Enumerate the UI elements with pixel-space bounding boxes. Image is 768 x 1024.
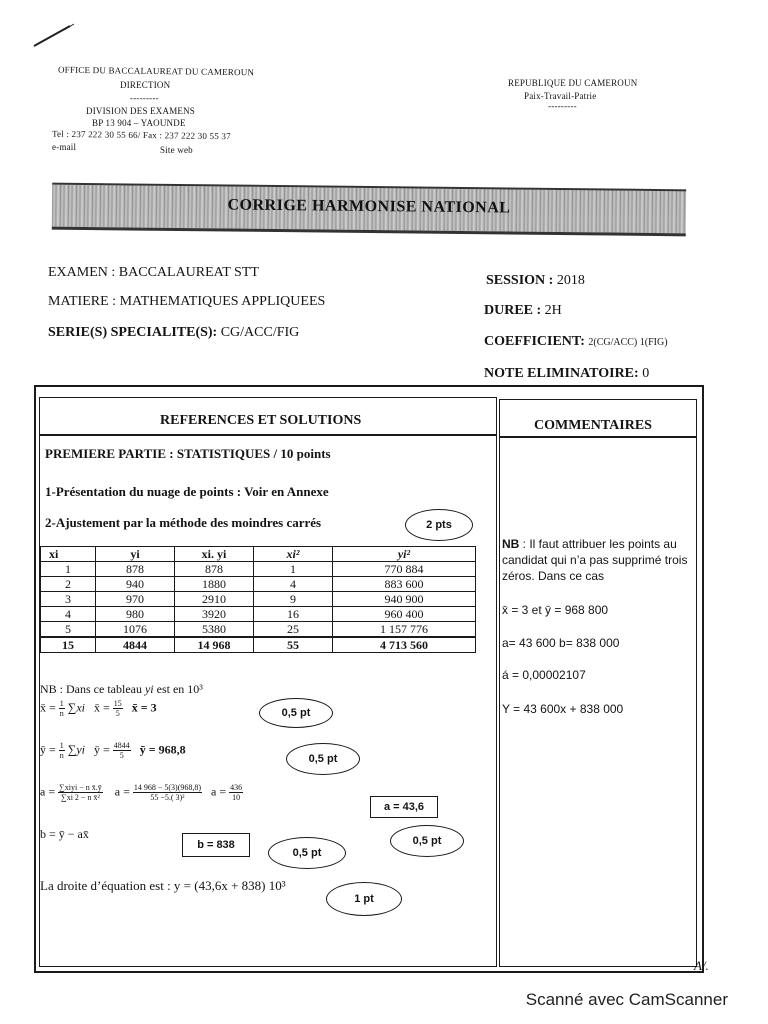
statistics-table bbox=[40, 546, 476, 653]
frac-den: n bbox=[59, 709, 64, 718]
cell: 883 600 bbox=[333, 577, 476, 592]
cell: 1 157 776 bbox=[333, 622, 476, 638]
frac-den: ∑xi 2 − n x̄² bbox=[61, 793, 100, 802]
frac-1-over-n bbox=[59, 699, 65, 718]
corner-initials: A/. bbox=[694, 958, 709, 973]
a-result-box: a = 43,6 bbox=[370, 796, 438, 818]
comment-y-equation: Y = 43 600x + 838 000 bbox=[502, 702, 624, 716]
cell: 878 bbox=[96, 562, 175, 577]
nb-suffix: est en 10³ bbox=[153, 682, 203, 696]
website-label: Site web bbox=[160, 145, 193, 155]
nb-prefix: NB : Dans ce tableau bbox=[40, 682, 145, 696]
cell: 940 900 bbox=[333, 592, 476, 607]
bp-address: BP 13 904 – YAOUNDE bbox=[92, 118, 186, 128]
xbar-lhs: x̄ = bbox=[40, 700, 56, 715]
nb-var: yi bbox=[144, 682, 154, 696]
cell: 4 bbox=[41, 607, 96, 622]
table-header-row bbox=[41, 547, 476, 562]
b-result-box: b = 838 bbox=[182, 833, 250, 857]
examen-label: EXAMEN : bbox=[48, 265, 116, 280]
direction: DIRECTION bbox=[120, 80, 171, 90]
email-label: e-mail bbox=[52, 142, 77, 152]
table-row bbox=[41, 562, 476, 577]
b-points-badge: 0,5 pt bbox=[268, 837, 346, 869]
frac-4844-over-5 bbox=[113, 741, 131, 760]
comment-ab: a= 43 600 b= 838 000 bbox=[502, 636, 620, 650]
cell: 25 bbox=[254, 622, 333, 638]
line-equation: La droite d’équation est : y = (43,6x + 838) 10³ bbox=[40, 878, 286, 893]
pen-mark bbox=[30, 22, 78, 52]
total-cell: 4 713 560 bbox=[333, 637, 476, 653]
a-final-fraction bbox=[229, 783, 243, 802]
phone-fax: Tel : 237 222 30 55 66/ Fax : 237 222 30 55 37 bbox=[51, 128, 231, 142]
comments-column bbox=[499, 399, 697, 967]
ybar-points-badge: 0,5 pt bbox=[286, 743, 360, 775]
cell: 970 bbox=[96, 592, 175, 607]
total-cell: 14 968 bbox=[175, 637, 254, 653]
frac-1-over-n bbox=[59, 741, 65, 760]
table-row bbox=[41, 577, 476, 592]
cell: 3 bbox=[41, 592, 96, 607]
a-general-fraction bbox=[58, 783, 103, 802]
motto: Paix-Travail-Patrie bbox=[524, 91, 597, 101]
division: DIVISION DES EXAMENS bbox=[86, 106, 195, 116]
xbar-points-badge: 0,5 pt bbox=[259, 698, 333, 728]
frac-num: 1 bbox=[59, 741, 64, 750]
ybar-mid: ȳ = bbox=[94, 742, 110, 757]
title-banner bbox=[52, 183, 686, 237]
comments-header-rule bbox=[500, 436, 696, 438]
line-points-badge: 1 pt bbox=[326, 882, 402, 916]
frac-num: ∑xiyi − n x̄.ȳ bbox=[59, 783, 102, 792]
frac-den: n bbox=[59, 751, 64, 760]
ybar-sum: ∑yi bbox=[67, 742, 85, 757]
frac-15-over-5 bbox=[113, 699, 123, 718]
question-1: 1-Présentation du nuage de points : Voir en Annexe bbox=[45, 484, 329, 499]
cell: 940 bbox=[96, 577, 175, 592]
comment-nb-label: NB bbox=[502, 537, 520, 551]
duree-line bbox=[484, 303, 562, 319]
cell: 5380 bbox=[175, 622, 254, 638]
table-note bbox=[40, 682, 203, 697]
solutions-header: REFERENCES ET SOLUTIONS bbox=[160, 413, 362, 428]
cell: 2 bbox=[41, 577, 96, 592]
a-mid: a = bbox=[114, 784, 130, 799]
comments-header: COMMENTAIRES bbox=[534, 418, 652, 433]
cell: 4 bbox=[254, 577, 333, 592]
ybar-lhs: ȳ = bbox=[40, 742, 56, 757]
serie-line bbox=[48, 325, 299, 341]
frac-num: 436 bbox=[230, 783, 243, 792]
cell: 1880 bbox=[175, 577, 254, 592]
table-total-row bbox=[41, 637, 476, 653]
duree-value: 2H bbox=[544, 303, 562, 318]
serie-value: CG/ACC/FIG bbox=[220, 325, 300, 340]
ybar-formula bbox=[40, 741, 186, 760]
table-row bbox=[41, 607, 476, 622]
header-xi: xi bbox=[41, 547, 96, 562]
duree-label: DUREE : bbox=[484, 303, 542, 318]
table-row bbox=[41, 592, 476, 607]
ybar-result: ȳ = 968,8 bbox=[139, 742, 186, 757]
cell: 5 bbox=[41, 622, 96, 638]
frac-den: 55 −5.( 3)² bbox=[150, 793, 185, 802]
frac-num: 14 968 − 5(3)(968,8) bbox=[133, 783, 202, 792]
a-numeric-fraction bbox=[133, 783, 202, 802]
coef-value: 2(CG/ACC) 1(FIG) bbox=[588, 337, 668, 348]
b-formula: b = ȳ − ax̄ bbox=[40, 827, 89, 841]
table-row bbox=[41, 622, 476, 638]
office-name: OFFICE DU BACCALAUREAT DU CAMEROUN bbox=[57, 64, 255, 78]
total-cell: 15 bbox=[41, 637, 96, 653]
total-cell: 55 bbox=[254, 637, 333, 653]
matiere-line bbox=[48, 294, 325, 310]
republic-name: REPUBLIQUE DU CAMEROUN bbox=[508, 78, 638, 88]
comment-means: x̄ = 3 et ȳ = 968 800 bbox=[502, 603, 609, 617]
header-yi2: yi² bbox=[333, 547, 476, 562]
cell: 878 bbox=[175, 562, 254, 577]
a-final-lhs: a = bbox=[211, 784, 227, 799]
cell: 1 bbox=[41, 562, 96, 577]
xbar-sum: ∑xi bbox=[67, 700, 85, 715]
xbar-mid: x̄ = bbox=[94, 700, 110, 715]
session-value: 2018 bbox=[556, 273, 585, 288]
a-points-badge: 0,5 pt bbox=[390, 825, 464, 857]
examen-line bbox=[48, 265, 259, 281]
xbar-result: x̄ = 3 bbox=[131, 700, 157, 715]
coef-label: COEFFICIENT: bbox=[484, 334, 585, 349]
question-2: 2-Ajustement par la méthode des moindres carrés bbox=[45, 515, 322, 530]
frac-den: 5 bbox=[119, 751, 124, 760]
solutions-header-rule bbox=[40, 434, 496, 436]
header-yi: yi bbox=[96, 547, 175, 562]
cell: 770 884 bbox=[333, 562, 476, 577]
header-xi2: xi² bbox=[254, 547, 333, 562]
header-xiyi: xi. yi bbox=[175, 547, 254, 562]
q2-points-badge: 2 pts bbox=[405, 509, 473, 541]
comment-nb-text: : Il faut attribuer les points au candidat qui n’a pas supprimé trois zéros. Dans ce cas bbox=[502, 537, 688, 583]
a-formula bbox=[40, 783, 243, 802]
frac-den: 5 bbox=[115, 709, 120, 718]
serie-label: SERIE(S) SPECIALITE(S): bbox=[48, 325, 218, 340]
separator: --------- bbox=[130, 93, 159, 103]
banner-title: CORRIGE HARMONISE NATIONAL bbox=[227, 196, 511, 217]
separator-right: --------- bbox=[548, 101, 577, 111]
matiere-value: MATHEMATIQUES APPLIQUEES bbox=[119, 294, 326, 309]
cell: 1076 bbox=[96, 622, 175, 638]
cell: 3920 bbox=[175, 607, 254, 622]
frac-den: 10 bbox=[232, 793, 241, 802]
cell: 960 400 bbox=[333, 607, 476, 622]
total-cell: 4844 bbox=[96, 637, 175, 653]
comment-a-prime: á = 0,00002107 bbox=[502, 668, 586, 682]
cell: 1 bbox=[254, 562, 333, 577]
cell: 16 bbox=[254, 607, 333, 622]
note-label: NOTE ELIMINATOIRE: bbox=[484, 366, 639, 381]
note-value: 0 bbox=[642, 366, 650, 381]
matiere-label: MATIERE : bbox=[48, 294, 117, 309]
comment-note bbox=[502, 536, 690, 584]
xbar-formula bbox=[40, 699, 157, 718]
note-line bbox=[484, 366, 649, 382]
part-title: PREMIERE PARTIE : STATISTIQUES / 10 points bbox=[45, 446, 331, 461]
frac-num: 15 bbox=[113, 699, 122, 708]
session-label: SESSION : bbox=[486, 273, 554, 288]
cell: 980 bbox=[96, 607, 175, 622]
frac-num: 4844 bbox=[113, 741, 130, 750]
cell: 9 bbox=[254, 592, 333, 607]
cell: 2910 bbox=[175, 592, 254, 607]
frac-num: 1 bbox=[59, 699, 64, 708]
scanner-watermark: Scanné avec CamScanner bbox=[525, 990, 728, 1009]
session-line bbox=[486, 273, 585, 289]
coef-line bbox=[484, 334, 668, 350]
examen-value: BACCALAUREAT STT bbox=[118, 265, 259, 280]
a-lhs: a = bbox=[40, 784, 56, 799]
